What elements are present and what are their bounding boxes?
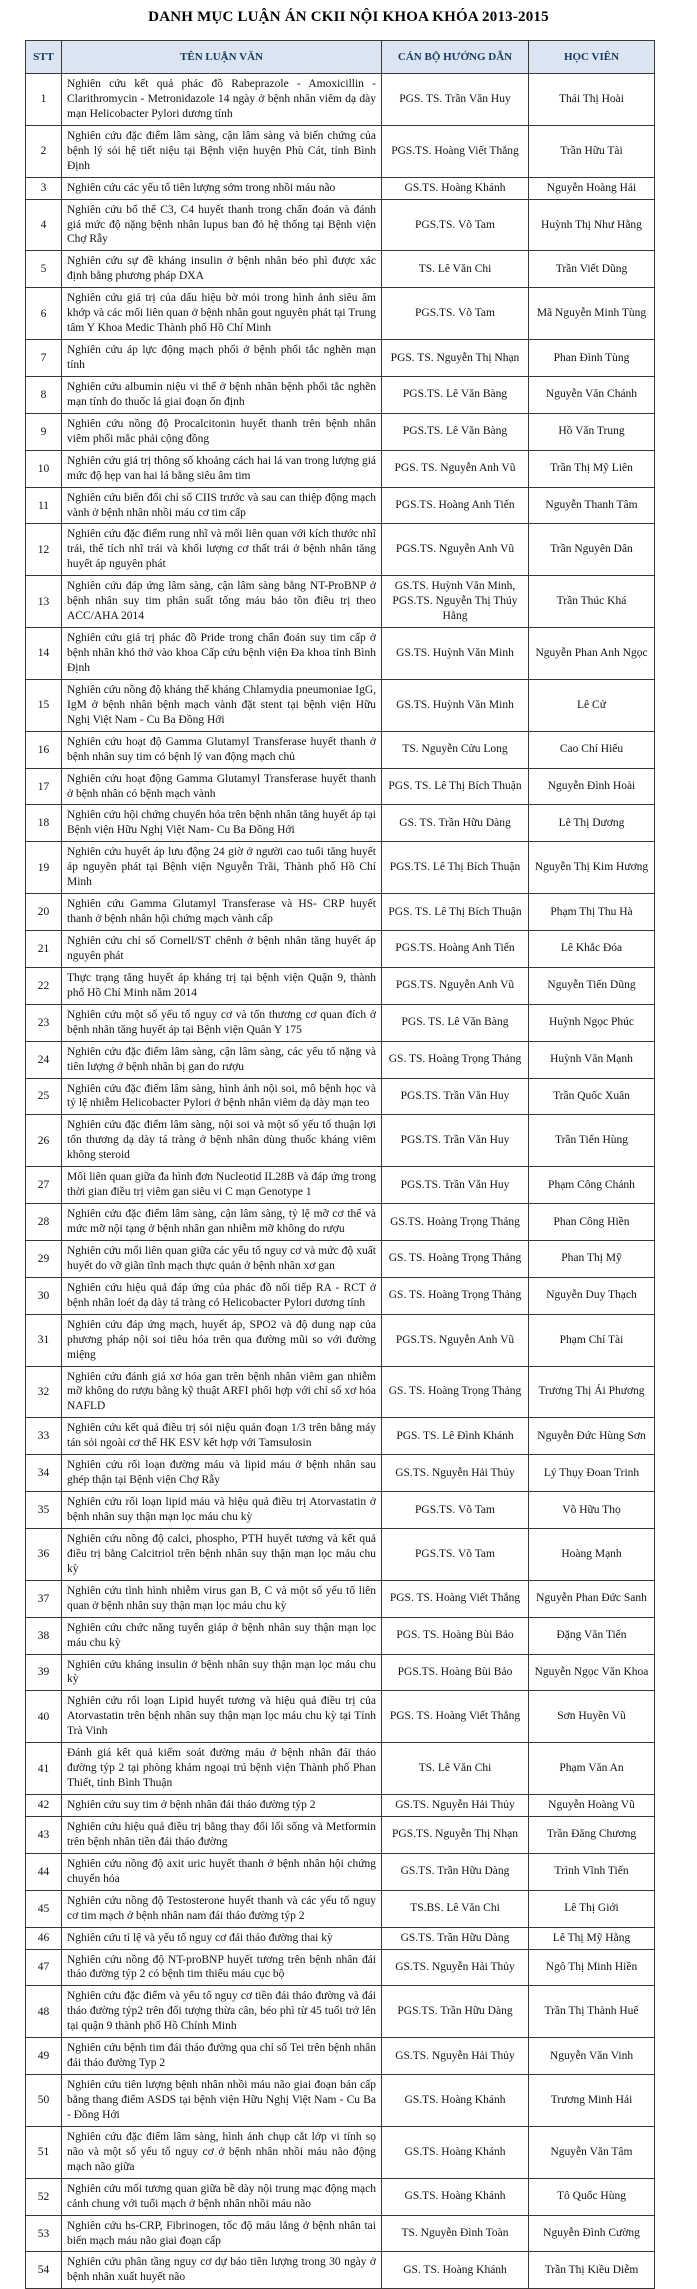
student: Phạm Chí Tài [529,1314,655,1366]
table-row [26,487,655,524]
table-row [26,1240,655,1277]
row-number: 11 [26,487,62,524]
thesis-title: Nghiên cứu đặc điểm rung nhĩ và mối liên quan với kích thước nhĩ trái, thể tích nhĩ trái và khối lượng cơ thất trái ở bệnh nhân tăng huyết áp nguyên phát [62,524,382,576]
row-number: 31 [26,1314,62,1366]
header-stt: STT [26,41,62,74]
thesis-title: Nghiên cứu rối loạn Lipid huyết tương và hiệu quả điều trị của Atorvastatin trên bệnh nhân suy thận mạn lọc máu chu kỳ tại Tỉnh Trà Vinh [62,1691,382,1743]
student: Nguyễn Đình Hoài [529,768,655,805]
supervisor: PGS.TS. Trần Hữu Dàng [382,1986,529,2038]
table-row [26,125,655,177]
student: Trình Vĩnh Tiến [529,1853,655,1890]
supervisor: GS.TS. Huỳnh Văn Minh [382,628,529,680]
supervisor: PGS.TS. Nguyễn Anh Vũ [382,524,529,576]
student: Trương Thị Ái Phương [529,1366,655,1418]
row-number: 20 [26,894,62,931]
row-number: 38 [26,1617,62,1654]
row-number: 37 [26,1580,62,1617]
student: Tô Quốc Hùng [529,2178,655,2215]
table-row [26,1853,655,1890]
row-number: 13 [26,576,62,628]
table-row [26,967,655,1004]
student: Trương Minh Hải [529,2075,655,2127]
thesis-title: Nghiên cứu hiệu quả điều trị bằng thay đổi lối sống và Metformin trên bệnh nhân tiền đái tháo đường [62,1816,382,1853]
thesis-title: Nghiên cứu kết quả điều trị sỏi niệu quản đoạn 1/3 trên bằng máy tán sỏi ngoài cơ thể HK ESV kết hợp với Tamsulosin [62,1418,382,1455]
row-number: 36 [26,1528,62,1580]
thesis-title: Nghiên cứu hs-CRP, Fibrinogen, tốc độ máu lắng ở bệnh nhân tai biến mạch máu não giai đoạn cấp [62,2215,382,2252]
thesis-title: Mối liên quan giữa đa hình đơn Nucleotid IL28B và đáp ứng trong thời gian điều trị viêm gan siêu vi C mạn Genotype 1 [62,1167,382,1204]
student: Nguyễn Duy Thạch [529,1277,655,1314]
row-number: 18 [26,805,62,842]
table-body [26,74,655,2289]
row-number: 4 [26,199,62,251]
student: Lê Khắc Đóa [529,931,655,968]
thesis-title: Nghiên cứu bệnh tim đái tháo đường qua chỉ số Tei trên bệnh nhân đái tháo đường Typ 2 [62,2038,382,2075]
table-row [26,842,655,894]
student: Hoàng Mạnh [529,1528,655,1580]
table-row [26,288,655,340]
student: Trần Hữu Tài [529,125,655,177]
row-number: 12 [26,524,62,576]
row-number: 49 [26,2038,62,2075]
student: Phạm Văn An [529,1743,655,1795]
row-number: 46 [26,1927,62,1949]
thesis-title: Thực trạng tăng huyết áp kháng trị tại bệnh viện Quận 9, thành phố Hồ Chí Minh năm 2014 [62,967,382,1004]
supervisor: GS. TS. Hoàng Trọng Thảng [382,1277,529,1314]
supervisor: PGS.TS. Nguyễn Anh Vũ [382,967,529,1004]
student: Phạm Công Chánh [529,1167,655,1204]
row-number: 26 [26,1115,62,1167]
header-supervisor: CÁN BỘ HƯỚNG DẪN [382,41,529,74]
table-row [26,576,655,628]
row-number: 30 [26,1277,62,1314]
student: Nguyễn Thanh Tâm [529,487,655,524]
thesis-title: Nghiên cứu tiên lượng bệnh nhân nhồi máu não giai đoạn bán cấp bằng thang điểm ASDS tại bệnh viện Hữu Nghị Việt Nam - Cu Ba - Đồng Hới [62,2075,382,2127]
supervisor: GS. TS. Hoàng Trọng Thảng [382,1240,529,1277]
supervisor: PGS.TS. Võ Tam [382,288,529,340]
table-row [26,1167,655,1204]
table-row [26,1890,655,1927]
supervisor: PGS.TS. Lê Thị Bích Thuận [382,842,529,894]
supervisor: PGS.TS. Nguyễn Anh Vũ [382,1314,529,1366]
student: Lê Thị Giới [529,1890,655,1927]
supervisor: GS. TS. Hoàng Khánh [382,2252,529,2289]
supervisor: PGS. TS. Nguyễn Thị Nhạn [382,340,529,377]
student: Phan Thị Mỹ [529,1240,655,1277]
supervisor: GS.TS. Nguyễn Hải Thủy [382,2038,529,2075]
thesis-title: Nghiên cứu rối loạn lipid máu và hiệu quả điều trị Atorvastatin ở bệnh nhân suy thận mạn lọc máu chu kỳ [62,1492,382,1529]
thesis-title: Nghiên cứu nồng độ kháng thể kháng Chlamydia pneumoniae IgG, IgM ở bệnh nhân bệnh mạch vành đặt stent tại bệnh viện Hữu Nghị Việt Nam - Cu Ba Đồng Hới [62,679,382,731]
table-row [26,1078,655,1115]
supervisor: TS. Lê Văn Chi [382,251,529,288]
supervisor: PGS. TS. Lê Thị Bích Thuận [382,894,529,931]
student: Hồ Văn Trung [529,413,655,450]
student: Nguyễn Hoàng Vũ [529,1795,655,1817]
supervisor: GS.TS. Trần Hữu Dàng [382,1853,529,1890]
thesis-title: Nghiên cứu tỉ lệ và yếu tố nguy cơ đái tháo đường thai kỳ [62,1927,382,1949]
student: Huỳnh Văn Mạnh [529,1041,655,1078]
student: Nguyễn Phan Đức Sanh [529,1580,655,1617]
thesis-title: Nghiên cứu giá trị của dấu hiệu bờ mỏi trong hình ảnh siêu âm khớp và các mối liên quan ở bệnh nhân gout nguyên phát tại Trung tâm Y Khoa Medic Thành phố Hồ Chí Minh [62,288,382,340]
table-row [26,2075,655,2127]
thesis-title: Nghiên cứu Gamma Glutamyl Transferase và HS- CRP huyết thanh ở bệnh nhân hội chứng mạch vành cấp [62,894,382,931]
thesis-title: Nghiên cứu biến đổi chỉ số CIIS trước và sau can thiệp động mạch vành ở bệnh nhân nhồi máu cơ tim cấp [62,487,382,524]
table-row [26,1580,655,1617]
student: Phan Công Hiền [529,1204,655,1241]
student: Trần Thị Mỹ Liên [529,450,655,487]
thesis-title: Nghiên cứu kháng insulin ở bệnh nhân suy thận mạn lọc máu chu kỳ [62,1654,382,1691]
student: Huỳnh Ngọc Phúc [529,1004,655,1041]
row-number: 21 [26,931,62,968]
thesis-title: Nghiên cứu rối loạn đường máu và lipid máu ở bệnh nhân sau ghép thận tại Bệnh viện Chợ Rẫy [62,1455,382,1492]
supervisor: PGS.TS. Võ Tam [382,199,529,251]
student: Nguyễn Văn Tâm [529,2126,655,2178]
supervisor: PGS. TS. Lê Văn Bàng [382,1004,529,1041]
student: Mã Nguyễn Minh Tùng [529,288,655,340]
student: Nguyễn Ngọc Văn Khoa [529,1654,655,1691]
supervisor: GS.TS. Huỳnh Văn Minh [382,679,529,731]
table-row [26,894,655,931]
supervisor: GS.TS. Hoàng Khánh [382,2178,529,2215]
table-row [26,2178,655,2215]
thesis-title: Nghiên cứu các yếu tố tiên lượng sớm trong nhồi máu não [62,177,382,199]
supervisor: GS. TS. Hoàng Trọng Thảng [382,1366,529,1418]
thesis-title: Nghiên cứu mối tương quan giữa bề dày nội trung mạc động mạch cảnh chung với tuổi mạch ở bệnh nhân nhồi máu não [62,2178,382,2215]
thesis-title: Nghiên cứu suy tim ở bệnh nhân đái tháo đường týp 2 [62,1795,382,1817]
row-number: 41 [26,1743,62,1795]
thesis-title: Nghiên cứu tình hình nhiễm virus gan B, C và một số yếu tố liên quan ở bệnh nhân suy thận mạn lọc máu chu kỳ [62,1580,382,1617]
supervisor: PGS. TS. Hoàng Viết Thắng [382,1580,529,1617]
supervisor: GS.TS. Hoàng Khánh [382,2126,529,2178]
supervisor: PGS.TS. Nguyễn Thị Nhạn [382,1816,529,1853]
supervisor: TS. Nguyễn Đình Toàn [382,2215,529,2252]
student: Nguyễn Đức Hùng Sơn [529,1418,655,1455]
table-row [26,1949,655,1986]
row-number: 50 [26,2075,62,2127]
student: Trần Tiến Hùng [529,1115,655,1167]
row-number: 29 [26,1240,62,1277]
table-row [26,1617,655,1654]
student: Ngô Thị Minh Hiền [529,1949,655,1986]
thesis-title: Nghiên cứu nồng độ axit uric huyết thanh ở bệnh nhân hội chứng chuyển hóa [62,1853,382,1890]
table-row [26,2215,655,2252]
thesis-title: Nghiên cứu đặc điểm lâm sàng, cận lâm sàng, tỷ lệ mỡ cơ thể và mức mỡ nội tạng ở bệnh nhân gan nhiễm mỡ không do rượu [62,1204,382,1241]
table-row [26,1041,655,1078]
thesis-title: Nghiên cứu đặc điểm lâm sàng, hình ảnh chụp cắt lớp vi tính sọ não và một số yếu tố nguy cơ ở bệnh nhân nhồi máu não động mạch não giữa [62,2126,382,2178]
row-number: 3 [26,177,62,199]
thesis-title: Nghiên cứu chỉ số Cornell/ST chênh ở bệnh nhân tăng huyết áp nguyên phát [62,931,382,968]
supervisor: GS.TS. Hoàng Trọng Thảng [382,1204,529,1241]
table-row [26,524,655,576]
thesis-title: Nghiên cứu hoạt động Gamma Glutamyl Transferase huyết thanh ở bệnh nhân có bệnh mạch vành [62,768,382,805]
row-number: 42 [26,1795,62,1817]
table-row [26,74,655,126]
table-row [26,1204,655,1241]
supervisor: PGS. TS. Hoàng Bùi Bảo [382,1617,529,1654]
table-row [26,931,655,968]
thesis-title: Nghiên cứu sự đề kháng insulin ở bệnh nhân béo phì được xác định bằng phương pháp DXA [62,251,382,288]
supervisor: GS.TS. Hoàng Khánh [382,2075,529,2127]
row-number: 25 [26,1078,62,1115]
student: Phạm Thị Thu Hà [529,894,655,931]
thesis-title: Nghiên cứu đáp ứng mạch, huyết áp, SPO2 và độ dung nạp của phương pháp nội soi tiêu hóa trên qua đường mũi so với đường miệng [62,1314,382,1366]
table-row [26,413,655,450]
student: Trần Đăng Chương [529,1816,655,1853]
student: Nguyễn Thị Kim Hương [529,842,655,894]
table-row [26,1743,655,1795]
thesis-title: Nghiên cứu đáp ứng lâm sàng, cận lâm sàng bằng NT-ProBNP ở bệnh nhân suy tim phân suất tống máu bảo tồn điều trị theo ACC/AHA 2014 [62,576,382,628]
student: Nguyễn Văn Chánh [529,376,655,413]
row-number: 10 [26,450,62,487]
row-number: 19 [26,842,62,894]
thesis-title: Nghiên cứu đặc điểm lâm sàng, nội soi và một số yếu tố thuận lợi tổn thương dạ dày tá tràng ở bệnh nhân dùng thuốc kháng viêm không steroid [62,1115,382,1167]
supervisor: PGS.TS. Lê Văn Bàng [382,376,529,413]
row-number: 28 [26,1204,62,1241]
supervisor: GS. TS. Hoàng Trọng Thảng [382,1041,529,1078]
row-number: 27 [26,1167,62,1204]
table-row [26,376,655,413]
student: Lê Cử [529,679,655,731]
supervisor: GS. TS. Trần Hữu Dàng [382,805,529,842]
table-row [26,1004,655,1041]
supervisor: PGS.TS. Trần Văn Huy [382,1167,529,1204]
student: Thái Thị Hoài [529,74,655,126]
row-number: 15 [26,679,62,731]
thesis-title: Nghiên cứu albumin niệu vi thể ở bệnh nhân bệnh phổi tắc nghẽn mạn tính do thuốc lá giai đoạn ổn định [62,376,382,413]
student: Phan Đình Tùng [529,340,655,377]
student: Trần Thị Kiều Diễm [529,2252,655,2289]
student: Trần Quốc Xuân [529,1078,655,1115]
table-row [26,1816,655,1853]
row-number: 14 [26,628,62,680]
table-row [26,679,655,731]
thesis-title: Nghiên cứu hoạt độ Gamma Glutamyl Transferase huyết thanh ở bệnh nhân suy tim có bệnh lý van động mạch chủ [62,731,382,768]
thesis-title: Nghiên cứu bổ thể C3, C4 huyết thanh trong chẩn đoán và đánh giá mức độ nặng bệnh nhân lupus ban đỏ hệ thống tại Bệnh viện Chợ Rẫy [62,199,382,251]
header-row [26,41,655,74]
thesis-title: Nghiên cứu nồng độ Procalcitonin huyết thanh trên bệnh nhân viêm phổi mắc phải cộng đồng [62,413,382,450]
table-row [26,251,655,288]
thesis-title: Nghiên cứu nồng độ Testosterone huyết thanh và các yếu tố nguy cơ tim mạch ở bệnh nhân nam đái tháo đường týp 2 [62,1890,382,1927]
thesis-title: Nghiên cứu giá trị phác đồ Pride trong chẩn đoán suy tim cấp ở bệnh nhân khó thở vào khoa Cấp cứu bệnh viện Đa khoa tỉnh Bình Định [62,628,382,680]
thesis-title: Nghiên cứu nồng độ NT-proBNP huyết tương trên bệnh nhân đái tháo đường týp 2 có bệnh tim thiếu máu cục bộ [62,1949,382,1986]
supervisor: TS. Lê Văn Chi [382,1743,529,1795]
thesis-title: Nghiên cứu nồng độ calci, phospho, PTH huyết tương và kết quả điều trị bằng Calcitriol trên bệnh nhân suy thận mạn lọc máu chu kỳ [62,1528,382,1580]
student: Trần Thị Thành Huế [529,1986,655,2038]
thesis-title: Nghiên cứu đặc điểm lâm sàng, hình ảnh nội soi, mô bệnh học và tỷ lệ nhiễm Helicobacter Pylori ở bệnh nhân viêm dạ dày mạn teo [62,1078,382,1115]
supervisor: PGS.TS. Hoàng Viết Thắng [382,125,529,177]
supervisor: TS. Nguyễn Cửu Long [382,731,529,768]
table-row [26,2126,655,2178]
table-row [26,199,655,251]
row-number: 22 [26,967,62,1004]
row-number: 16 [26,731,62,768]
supervisor: GS.TS. Trần Hữu Dàng [382,1927,529,1949]
table-row [26,1691,655,1743]
table-row [26,768,655,805]
student: Lê Thị Mỹ Hằng [529,1927,655,1949]
student: Trần Thúc Khá [529,576,655,628]
table-row [26,2252,655,2289]
row-number: 1 [26,74,62,126]
supervisor: PGS.TS. Hoàng Anh Tiến [382,487,529,524]
table-row [26,1314,655,1366]
table-row [26,1418,655,1455]
student: Đặng Văn Tiến [529,1617,655,1654]
row-number: 6 [26,288,62,340]
thesis-title: Đánh giá kết quả kiểm soát đường máu ở bệnh nhân đái tháo đường týp 2 tại phòng khám ngoại trú bệnh viện Thành phố Phan Thiết, tỉnh Bình Thuận [62,1743,382,1795]
table-row [26,1455,655,1492]
row-number: 44 [26,1853,62,1890]
table-row [26,1795,655,1817]
supervisor: PGS. TS. Nguyễn Anh Vũ [382,450,529,487]
table-row [26,1366,655,1418]
row-number: 9 [26,413,62,450]
table-row [26,1986,655,2038]
supervisor: PGS.TS. Võ Tam [382,1528,529,1580]
table-row [26,1528,655,1580]
row-number: 43 [26,1816,62,1853]
row-number: 7 [26,340,62,377]
thesis-table [25,40,655,2289]
table-row [26,731,655,768]
row-number: 5 [26,251,62,288]
page-title: DANH MỤC LUẬN ÁN CKII NỘI KHOA KHÓA 2013-2015 [148,9,549,25]
thesis-title: Nghiên cứu đặc điểm lâm sàng, cận lâm sàng, các yếu tố nặng và tiên lượng ở bệnh nhân bị gan do rượu [62,1041,382,1078]
supervisor: PGS.TS. Hoàng Bùi Bảo [382,1654,529,1691]
thesis-title: Nghiên cứu một số yếu tố nguy cơ và tổn thương cơ quan đích ở bệnh nhân tăng huyết áp tại Bệnh viện Quân Y 175 [62,1004,382,1041]
table-row [26,450,655,487]
row-number: 39 [26,1654,62,1691]
table-row [26,628,655,680]
supervisor: PGS.TS. Hoàng Anh Tiến [382,931,529,968]
student: Nguyễn Tiến Dũng [529,967,655,1004]
supervisor: GS.TS. Nguyễn Hải Thủy [382,1795,529,1817]
row-number: 24 [26,1041,62,1078]
row-number: 32 [26,1366,62,1418]
row-number: 17 [26,768,62,805]
row-number: 52 [26,2178,62,2215]
student: Lê Thị Dương [529,805,655,842]
table-header [26,41,655,74]
supervisor: PGS. TS. Trần Văn Huy [382,74,529,126]
table-row [26,1492,655,1529]
supervisor: PGS.TS. Trần Văn Huy [382,1115,529,1167]
thesis-title: Nghiên cứu hiệu quả đáp ứng của phác đồ nối tiếp RA - RCT ở bệnh nhân loét dạ dày tá tràng có Helicobacter Pylori dương tính [62,1277,382,1314]
student: Nguyễn Văn Vinh [529,2038,655,2075]
supervisor: PGS.TS. Võ Tam [382,1492,529,1529]
thesis-title: Nghiên cứu đặc điểm và yếu tố nguy cơ tiền đái tháo đường và đái tháo đường týp2 trên đối tượng thừa cân, béo phì từ 45 tuổi trở lên tại quận 9 thành phố Hồ Chính Minh [62,1986,382,2038]
row-number: 51 [26,2126,62,2178]
supervisor: PGS. TS. Lê Thị Bích Thuận [382,768,529,805]
header-student: HỌC VIÊN [529,41,655,74]
thesis-title: Nghiên cứu hội chứng chuyển hóa trên bệnh nhân tăng huyết áp tại Bệnh viện Hữu Nghị Việt Nam- Cu Ba Đồng Hới [62,805,382,842]
student: Nguyễn Hoàng Hải [529,177,655,199]
student: Nguyễn Đình Cường [529,2215,655,2252]
supervisor: GS.TS. Hoàng Khánh [382,177,529,199]
student: Võ Hữu Thọ [529,1492,655,1529]
supervisor: TS.BS. Lê Văn Chi [382,1890,529,1927]
row-number: 54 [26,2252,62,2289]
row-number: 35 [26,1492,62,1529]
student: Sơn Huyền Vũ [529,1691,655,1743]
supervisor: GS.TS. Nguyễn Hải Thủy [382,1455,529,1492]
supervisor: PGS.TS. Lê Văn Bàng [382,413,529,450]
row-number: 34 [26,1455,62,1492]
row-number: 47 [26,1949,62,1986]
student: Nguyễn Phan Anh Ngọc [529,628,655,680]
student: Cao Chí Hiếu [529,731,655,768]
row-number: 45 [26,1890,62,1927]
table-row [26,805,655,842]
thesis-title: Nghiên cứu giá trị thông số khoảng cách hai lá van trong lượng giá mức độ hẹp van hai lá bằng siêu âm tim [62,450,382,487]
table-row [26,1927,655,1949]
thesis-title: Nghiên cứu phân tầng nguy cơ dự báo tiên lượng trong 30 ngày ở bệnh nhân xuất huyết não [62,2252,382,2289]
row-number: 40 [26,1691,62,1743]
student: Huỳnh Thị Như Hằng [529,199,655,251]
supervisor: PGS. TS. Hoàng Viết Thắng [382,1691,529,1743]
student: Trần Nguyên Dân [529,524,655,576]
thesis-title: Nghiên cứu áp lực động mạch phổi ở bệnh phổi tắc nghẽn mạn tính [62,340,382,377]
thesis-title: Nghiên cứu đặc điểm lâm sàng, cận lâm sàng và biến chứng của bệnh lý sỏi hệ tiết niệu tại Bệnh viện huyện Phù Cát, tỉnh Bình Định [62,125,382,177]
thesis-title: Nghiên cứu kết quả phác đồ Rabeprazole - Amoxicillin - Clarithromycin - Metronidazole 14 ngày ở bệnh nhân viêm dạ dày mạn Helicobacter Pylori dương tính [62,74,382,126]
table-row [26,1277,655,1314]
row-number: 8 [26,376,62,413]
supervisor: GS.TS. Huỳnh Văn Minh, PGS.TS. Nguyễn Thị Thúy Hằng [382,576,529,628]
table-row [26,2038,655,2075]
supervisor: PGS.TS. Trần Văn Huy [382,1078,529,1115]
table-row [26,340,655,377]
row-number: 53 [26,2215,62,2252]
thesis-title: Nghiên cứu huyết áp lưu động 24 giờ ở người cao tuổi tăng huyết áp nguyên phát tại Bệnh viện Nguyễn Trãi, Thành phố Hồ Chí Minh [62,842,382,894]
header-title: TÊN LUẬN VĂN [62,41,382,74]
row-number: 23 [26,1004,62,1041]
table-row [26,1115,655,1167]
row-number: 48 [26,1986,62,2038]
student: Lý Thụy Đoan Trinh [529,1455,655,1492]
row-number: 33 [26,1418,62,1455]
table-row [26,177,655,199]
table-row [26,1654,655,1691]
student: Trần Viết Dũng [529,251,655,288]
supervisor: PGS. TS. Lê Đình Khánh [382,1418,529,1455]
supervisor: GS.TS. Nguyễn Hải Thủy [382,1949,529,1986]
thesis-title: Nghiên cứu đánh giá xơ hóa gan trên bệnh nhân viêm gan nhiễm mỡ không do rượu bằng kỹ thuật ARFI phối hợp với chỉ số xơ hóa NAFLD [62,1366,382,1418]
row-number: 2 [26,125,62,177]
thesis-title: Nghiên cứu mối liên quan giữa các yếu tố nguy cơ và mức độ xuất huyết do vỡ giãn tĩnh mạch thực quản ở bệnh nhân xơ gan [62,1240,382,1277]
thesis-title: Nghiên cứu chức năng tuyến giáp ở bệnh nhân suy thận mạn lọc máu chu kỳ [62,1617,382,1654]
